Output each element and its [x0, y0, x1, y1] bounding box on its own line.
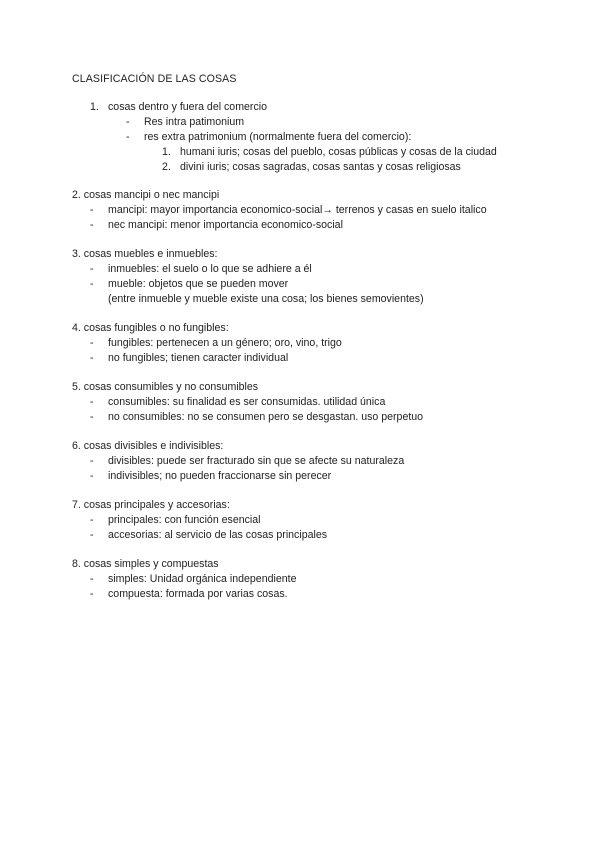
section-3-heading: 3. cosas muebles e inmuebles:	[72, 248, 218, 260]
list-item: no consumibles: no se consumen pero se desgastan. uso perpetuo	[108, 411, 424, 423]
section-1-number: 1.	[90, 101, 99, 113]
list-item: fungibles: pertenecen a un género; oro, vino, trigo	[108, 337, 342, 349]
list-dash: -	[90, 337, 94, 349]
section-4-heading: 4. cosas fungibles o no fungibles:	[72, 322, 229, 334]
list-item: no fungibles; tienen caracter individual	[108, 352, 289, 364]
list-dash: -	[90, 396, 94, 408]
list-item: nec mancipi: menor importancia economico-social	[108, 219, 343, 231]
section-8-heading: 8. cosas simples y compuestas	[72, 558, 219, 570]
list-item: Res intra patimonium	[144, 116, 245, 128]
list-item: compuesta: formada por varias cosas.	[108, 588, 288, 600]
section-2-heading: 2. cosas mancipi o nec mancipi	[72, 189, 220, 201]
sublist-item: divini iuris; cosas sagradas, cosas santas y cosas religiosas	[180, 161, 461, 173]
list-dash: -	[90, 455, 94, 467]
list-dash: -	[90, 588, 94, 600]
list-dash: -	[90, 514, 94, 526]
list-dash: -	[90, 278, 94, 290]
section-5-heading: 5. cosas consumibles y no consumibles	[72, 381, 259, 393]
list-dash: -	[90, 263, 94, 275]
list-item: simples: Unidad orgánica independiente	[108, 573, 297, 585]
list-item: principales: con función esencial	[108, 514, 261, 526]
list-item: res extra patrimonium (normalmente fuera del comercio):	[144, 131, 412, 143]
list-item: mueble: objetos que se pueden mover	[108, 278, 289, 290]
list-item: divisibles: puede ser fracturado sin que se afecte su naturaleza	[108, 455, 405, 467]
list-dash: -	[90, 470, 94, 482]
list-item: mancipi: mayor importancia economico-social→ terrenos y casas en suelo italico	[108, 204, 487, 216]
list-dash: -	[90, 529, 94, 541]
section-7-heading: 7. cosas principales y accesorias:	[72, 499, 230, 511]
sublist-number: 2.	[162, 161, 171, 173]
list-dash: -	[90, 411, 94, 423]
list-item-note: (entre inmueble y mueble existe una cosa; los bienes semovientes)	[108, 293, 424, 305]
list-dash: -	[90, 352, 94, 364]
list-dash: -	[126, 131, 130, 143]
list-dash: -	[90, 219, 94, 231]
list-dash: -	[126, 116, 130, 128]
section-6-heading: 6. cosas divisibles e indivisibles:	[72, 440, 224, 452]
list-item: accesorias: al servicio de las cosas principales	[108, 529, 328, 541]
list-item: consumibles: su finalidad es ser consumidas. utilidad única	[108, 396, 386, 408]
section-1-heading: cosas dentro y fuera del comercio	[108, 101, 267, 113]
list-item: inmuebles: el suelo o lo que se adhiere a él	[108, 263, 312, 275]
document-title: CLASIFICACIÓN DE LAS COSAS	[72, 73, 237, 85]
list-dash: -	[90, 573, 94, 585]
list-dash: -	[90, 204, 94, 216]
list-item: indivisibles; no pueden fraccionarse sin perecer	[108, 470, 332, 482]
sublist-item: humani iuris; cosas del pueblo, cosas públicas y cosas de la ciudad	[180, 146, 497, 158]
sublist-number: 1.	[162, 146, 171, 158]
